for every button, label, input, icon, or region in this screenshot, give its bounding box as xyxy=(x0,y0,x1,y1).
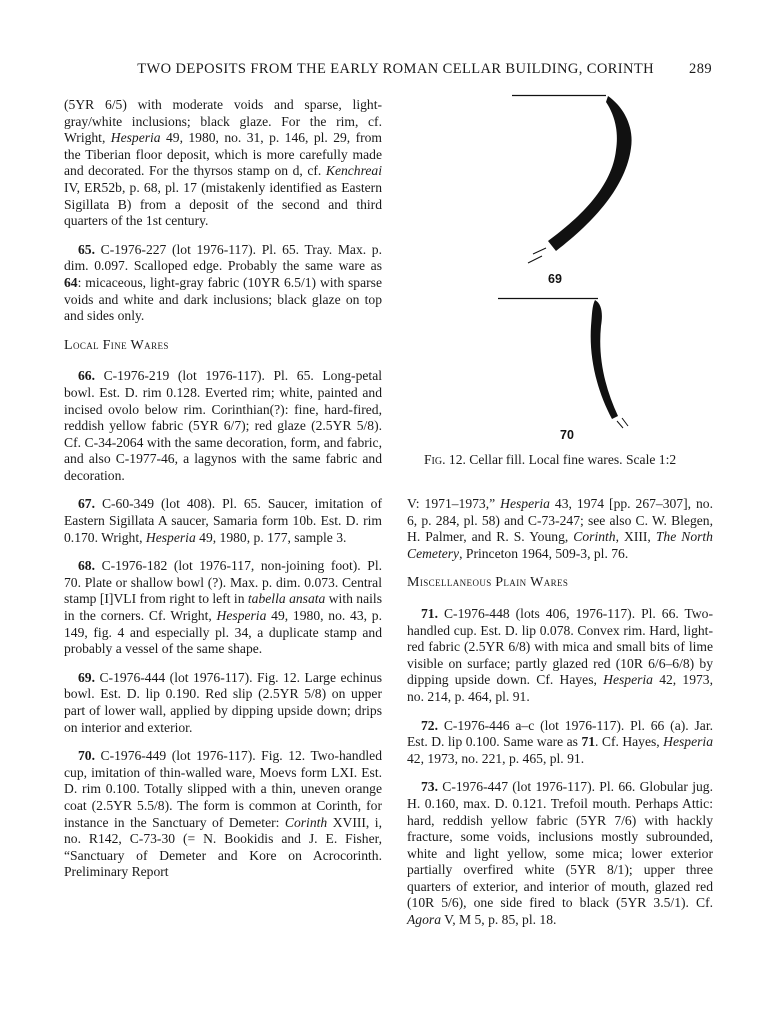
right-column xyxy=(407,496,713,941)
profile-70 xyxy=(498,299,628,443)
section-heading-misc-plain-wares: Miscellaneous Plain Wares xyxy=(407,575,569,591)
caption-text: Cellar fill. Local fine wares. Scale 1:2 xyxy=(465,452,677,467)
section-heading-local-fine-wares: Local Fine Wares xyxy=(64,337,169,353)
drip-line-70a xyxy=(617,421,623,428)
catalog-entry-68: 68. C-1976-182 (lot 1976-117, non-joining foot). Pl. 70. Plate or shallow bowl (?). Max. p. dim. 0.073. Central stamp [I]VLI from right to left in tabella ansata with nails in the corners. Cf. Wright, Hesperia 49, 1980, no. 43, p. 149, fig. 4 and especially pl. 34, a duplicate stamp and probably a vessel of the same shape. xyxy=(64,558,383,657)
figure-12-profiles xyxy=(420,86,720,481)
caption-prefix: Fig. 12. xyxy=(424,452,466,467)
profile-section-70 xyxy=(591,300,618,419)
catalog-entry-66: 66. C-1976-219 (lot 1976-117). Pl. 65. Long-petal bowl. Est. D. rim 0.128. Everted rim; white, painted and incised ovolo below rim. Corinthian(?): fine, hard-fired, reddish yellow fabric (5YR 6/7); red glaze (2.5YR 5/8). Cf. C-34-2064 with the same decoration, form, and fabric, and also C-1977-46, a lagynos with the same fabric and decoration. xyxy=(64,368,382,483)
label-69: 69 xyxy=(548,272,562,286)
catalog-entry-70: 70. C-1976-449 (lot 1976-117). Fig. 12. Two-handled cup, imitation of thin-walled ware, Moevs form LXI. Est. D. rim 0.100. Totally slipped with a thin, uneven orange coat (2.5YR 5.5/8). The form is common at Corinth, for instance in the Sanctuary of Demeter: Corinth XVIII, i, no. R142, C-73-30 (= N. Bookidis and J. E. Fisher, “Sanctuary of Demeter and Kore on Acrocorinth. Preliminary Report xyxy=(64,748,382,880)
catalog-entry-69: 69. C-1976-444 (lot 1976-117). Fig. 12. Large echinus bowl. Est. D. lip 0.190. Red slip (2.5YR 5/8) on upper part of lower wall, applied by dipping upside down; drips on interior and exterior. xyxy=(64,669,382,735)
running-header xyxy=(100,61,712,81)
label-70: 70 xyxy=(560,428,574,442)
drip-line-70b xyxy=(622,418,628,426)
catalog-entry-65: 65. C-1976-227 (lot 1976-117). Pl. 65. Tray. Max. p. dim. 0.097. Scalloped edge. Probably the same ware as 64: micaceous, light-gray fabric (10YR 6.5/1) with sparse voids and white and dark inclusions; black glaze on top and sides only. xyxy=(64,241,382,324)
profile-section-69 xyxy=(548,96,632,251)
continued-paragraph-right: V: 1971–1973,” Hesperia 43, 1974 [pp. 267–307], no. 6, p. 284, pl. 58) and C-73-247; see also C. W. Blegen, H. Palmer, and R. S. Young, Corinth, XIII, The North Cemetery, Princeton 1964, 509-3, pl. 76. xyxy=(407,496,713,561)
drip-line-69a xyxy=(533,248,546,254)
page-number: 289 xyxy=(689,61,712,77)
catalog-entry-71: 71. C-1976-448 (lots 406, 1976-117). Pl. 66. Two-handled cup. Est. D. lip 0.078. Convex rim. Hard, light-red fabric (2.5YR 6/8) with mica and small bits of lime visible on surface; partly glazed red (10R 6/6–6/8) by dipping upside down. Cf. Hayes, Hesperia 42, 1973, no. 214, p. 464, pl. 91. xyxy=(407,605,713,704)
left-column xyxy=(64,97,382,893)
running-title: TWO DEPOSITS FROM THE EARLY ROMAN CELLAR BUILDING, CORINTH xyxy=(137,61,654,77)
catalog-entry-72: 72. C-1976-446 a–c (lot 1976-117). Pl. 66 (a). Jar. Est. D. lip 0.100. Same ware as 71. Cf. Hayes, Hesperia 42, 1973, no. 221, p. 465, pl. 91. xyxy=(407,717,713,766)
drip-line-69b xyxy=(528,256,542,263)
figure-caption xyxy=(424,452,676,468)
continued-paragraph: (5YR 6/5) with moderate voids and sparse, light-gray/white inclusions; black glaze. For the rim, cf. Wright, Hesperia 49, 1980, no. 31, p. 146, pl. 29, from the Tiberian floor deposit, which is more carefully made and decorated. For the thyrsos stamp on d, cf. Kenchreai IV, ER52b, p. 68, pl. 17 (mistakenly identified as Eastern Sigillata B) from a deposit of the second and third quarters of the 1st century. xyxy=(64,97,382,229)
catalog-entry-67: 67. C-60-349 (lot 408). Pl. 65. Saucer, imitation of Eastern Sigillata A saucer, Samaria form 10b. Est. D. rim 0.170. Wright, Hesperia 49, 1980, p. 177, sample 3. xyxy=(64,496,382,545)
profile-69 xyxy=(512,96,632,287)
catalog-entry-73: 73. C-1976-447 (lot 1976-117). Pl. 66. Globular jug. H. 0.160, max. D. 0.121. Trefoil mouth. Perhaps Attic: hard, reddish yellow fabric (5YR 7/6) with hackly fracture, some voids, inclusions mostly subrounded, white and light yellow, some mica; lower exterior partially overfired white (5YR 8/1); upper three quarters of exterior, and interior of mouth, glazed red (10R 5/6), one side fired to black (5YR 3.5/1). Cf. Agora V, M 5, p. 85, pl. 18. xyxy=(407,779,713,928)
